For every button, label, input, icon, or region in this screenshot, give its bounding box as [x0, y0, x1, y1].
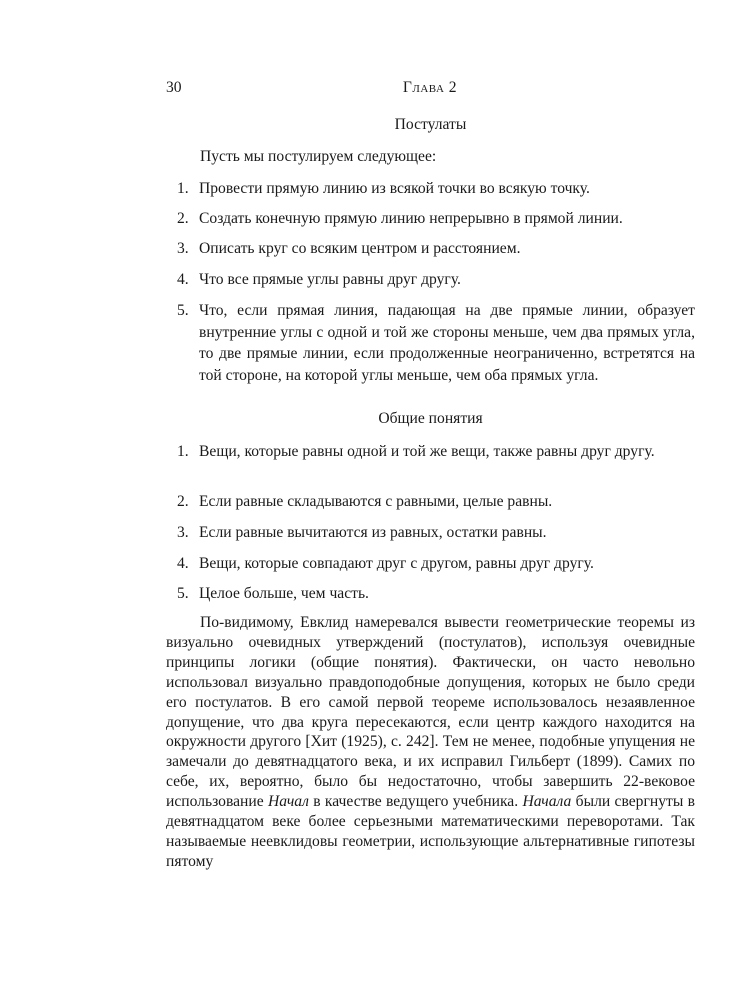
body-text-part: в качестве ведущего учебника.	[308, 793, 523, 811]
postulates-intro: Пусть мы постулируем следующее:	[200, 148, 437, 165]
item-number: 4.	[177, 271, 189, 288]
item-number: 1.	[177, 180, 189, 197]
item-number: 3.	[177, 524, 189, 541]
item-text: Что все прямые углы равны друг другу.	[199, 271, 461, 288]
body-text-part: были свергнуты в девятнадцатом веке более серьезными математическими переворотами. Так называемые неевклидовы геометрии, использующие альтернативные гипотезы пятому	[166, 793, 695, 870]
item-text: Вещи, которые совпадают друг с другом, равны друг другу.	[199, 555, 594, 572]
chapter-running-head: Глава 2	[402, 79, 458, 96]
item-text: Целое больше, чем часть.	[199, 585, 369, 602]
body-italic-term: Начал	[268, 793, 309, 811]
page-number: 30	[166, 79, 182, 96]
body-paragraph	[166, 613, 695, 872]
postulate-item	[166, 269, 695, 291]
common-notion-item	[166, 583, 695, 605]
item-text: Описать круг со всяким центром и расстоянием.	[199, 240, 521, 257]
item-text: Если равные вычитаются из равных, остатки равны.	[199, 524, 547, 541]
item-number: 5.	[177, 585, 189, 602]
item-text: Вещи, которые равны одной и той же вещи, также равны друг другу.	[199, 443, 655, 460]
item-text: Если равные складываются с равными, целые равны.	[199, 493, 553, 510]
common-notions-heading: Общие понятия	[378, 410, 483, 427]
common-notion-item	[166, 491, 695, 513]
item-text: Создать конечную прямую линию непрерывно в прямой линии.	[199, 210, 623, 227]
item-number: 4.	[177, 555, 189, 572]
body-italic-term: Начала	[522, 793, 572, 811]
item-text: Что, если прямая линия, падающая на две прямые линии, образует внутренние углы с одной и той же стороны меньше, чем два прямых угла, то две прямые линии, если продолженные неограниченно, встретятся на той стороне, на которой углы меньше, чем оба прямых угла.	[199, 302, 695, 384]
postulate-item	[166, 238, 695, 260]
common-notion-item	[166, 553, 695, 575]
item-number: 1.	[177, 443, 189, 460]
item-number: 5.	[177, 302, 189, 319]
postulate-item	[166, 208, 695, 230]
body-text-part: По-видимому, Евклид намеревался вывести геометрические теоремы из визуально очевидных утверждений (постулатов), используя очевидные принципы логики (общие понятия). Фактически, он часто невольно использовал визуально правдоподобные допущения, которых не было среди его постулатов. В его самой первой теореме использовалось незаявленное допущение, что два круга пересекаются, если центр каждого находится на окружности другого [Хит (1925), с. 242]. Тем не менее, подобные упущения не замечали до девятнадцатого века, и их исправил Гильберт (1899). Самих по себе, их, вероятно, было бы недостаточно, чтобы завершить 22-вековое использование	[166, 614, 695, 811]
postulate-item	[166, 178, 695, 200]
postulate-item	[166, 300, 695, 386]
item-number: 2.	[177, 210, 189, 227]
common-notion-item	[166, 522, 695, 544]
item-text: Провести прямую линию из всякой точки во всякую точку.	[199, 180, 590, 197]
postulates-heading: Постулаты	[394, 116, 467, 133]
item-number: 2.	[177, 493, 189, 510]
item-number: 3.	[177, 240, 189, 257]
common-notion-item	[166, 441, 695, 463]
